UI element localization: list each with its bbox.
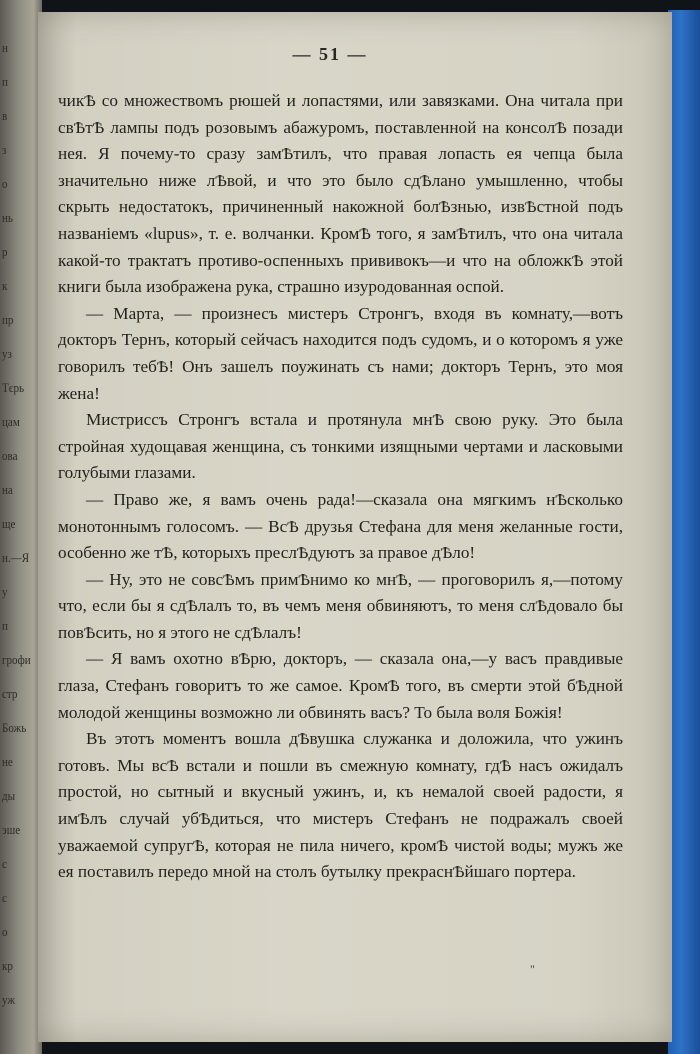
facing-page-fragment: стр bbox=[2, 686, 18, 701]
footer-mark: " bbox=[530, 962, 535, 976]
facing-page-fragment: в bbox=[2, 108, 8, 123]
paragraph: Мистриссъ Стронгъ встала и протянула мнѢ свою руку. Это была стройная худощавая женщина, съ тонкими изящными чертами и ласковыми голубыми глазами. bbox=[58, 410, 623, 483]
facing-page-fragment: Божь bbox=[2, 720, 27, 735]
facing-page-fragment: н.—Я bbox=[2, 550, 30, 565]
facing-page-edge bbox=[0, 0, 42, 1054]
facing-page-fragment: уж bbox=[2, 992, 16, 1007]
paragraph: Въ этотъ моментъ вошла дѢвушка служанка и доложила, что ужинъ готовъ. Мы всѢ встали и пошли въ смежную комнату, гдѢ насъ ожидалъ простой, но сытный и вкусный ужинъ, и, къ немалой своей радости, я имѢлъ случай убѢдиться, что мистеръ Стефанъ не подражалъ своей уважаемой супругѢ, которая не пила ничего, кромѢ чистой воды; мужъ же ея поставилъ передо мной на столъ бутылку прекраснѢйшаго портера. bbox=[58, 729, 623, 882]
facing-page-fragment: з bbox=[2, 142, 7, 157]
paragraph: — Марта, — произнесъ мистеръ Стронгъ, входя въ комнату,—вотъ докторъ Тернъ, который сейчасъ находится подъ судомъ, и о которомъ я уже говорилъ тебѢ! Онъ зашелъ поужинать съ нами; докторъ Тернъ, это моя жена! bbox=[58, 303, 623, 403]
facing-page-fragment: эше bbox=[2, 822, 21, 837]
facing-page-fragment: ова bbox=[2, 448, 18, 463]
facing-page-fragment: Тєрь bbox=[2, 380, 25, 395]
facing-page-fragment: уз bbox=[2, 346, 12, 361]
facing-page-fragment: к bbox=[2, 278, 8, 293]
facing-page-fragment: о bbox=[2, 924, 8, 939]
book-cover-edge bbox=[668, 10, 700, 1054]
facing-page-fragment: у bbox=[2, 584, 8, 599]
facing-page-fragment: о bbox=[2, 176, 8, 191]
facing-page-fragment: р bbox=[2, 244, 8, 259]
facing-page-fragment: грофи bbox=[2, 652, 31, 667]
paragraph: чикѢ со множествомъ рюшей и лопастями, или завязками. Она читала при свѢтѢ лампы подъ розовымъ абажуромъ, поставленной на консолѢ позади нея. Я почему-то сразу замѢтилъ, что правая лопасть ея чепца была значительно ниже лѢвой, и что это было сдѢлано умышленно, чтобы скрыть недостатокъ, причиненный накожной болѢзнью, извѢстной подъ названіемъ «lupus», т. е. волчанки. КромѢ того, я замѢтилъ, что она читала какой-то трактатъ противо-оспенныхъ прививокъ—и что на обложкѢ этой книги была изображена рука, страшно изуродованная оспой. bbox=[58, 91, 623, 297]
paragraph: — Ну, это не совсѢмъ примѢнимо ко мнѢ, — проговорилъ я,—потому что, если бы я сдѢлалъ то, въ чемъ меня обвиняютъ, то меня слѢдовало бы повѢсить, но я этого не сдѢлалъ! bbox=[58, 569, 623, 642]
facing-page-fragment: кр bbox=[2, 958, 13, 973]
facing-page-fragment: цам bbox=[2, 414, 20, 429]
facing-page-fragment: н bbox=[2, 40, 8, 55]
facing-page-fragment: п bbox=[2, 74, 8, 89]
facing-page-fragment: ще bbox=[2, 516, 16, 531]
page-text bbox=[58, 88, 623, 886]
facing-page-fragment: не bbox=[2, 754, 13, 769]
facing-page-fragment: с bbox=[2, 856, 7, 871]
facing-page-fragment: нь bbox=[2, 210, 13, 225]
facing-page-fragment: с bbox=[2, 890, 7, 905]
paragraph: — Право же, я вамъ очень рада!—сказала она мягкимъ нѢсколько монотоннымъ голосомъ. — ВсѢ друзья Стефана для меня желанные гости, особенно же тѢ, которыхъ преслѢдуютъ за правое дѢло! bbox=[58, 489, 623, 563]
facing-page-fragment: п bbox=[2, 618, 8, 633]
paragraph: — Я вамъ охотно вѢрю, докторъ, — сказала она,—у васъ правдивые глаза, Стефанъ говоритъ то же самое. КромѢ того, въ смерти этой бѢдной молодой женщины возможно ли обвинять васъ? То была воля Божія! bbox=[58, 649, 623, 722]
facing-page-fragment: пр bbox=[2, 312, 14, 327]
page-number: — 51 — bbox=[292, 44, 368, 64]
facing-page-fragment: ды bbox=[2, 788, 16, 803]
facing-page-fragment: на bbox=[2, 482, 13, 497]
